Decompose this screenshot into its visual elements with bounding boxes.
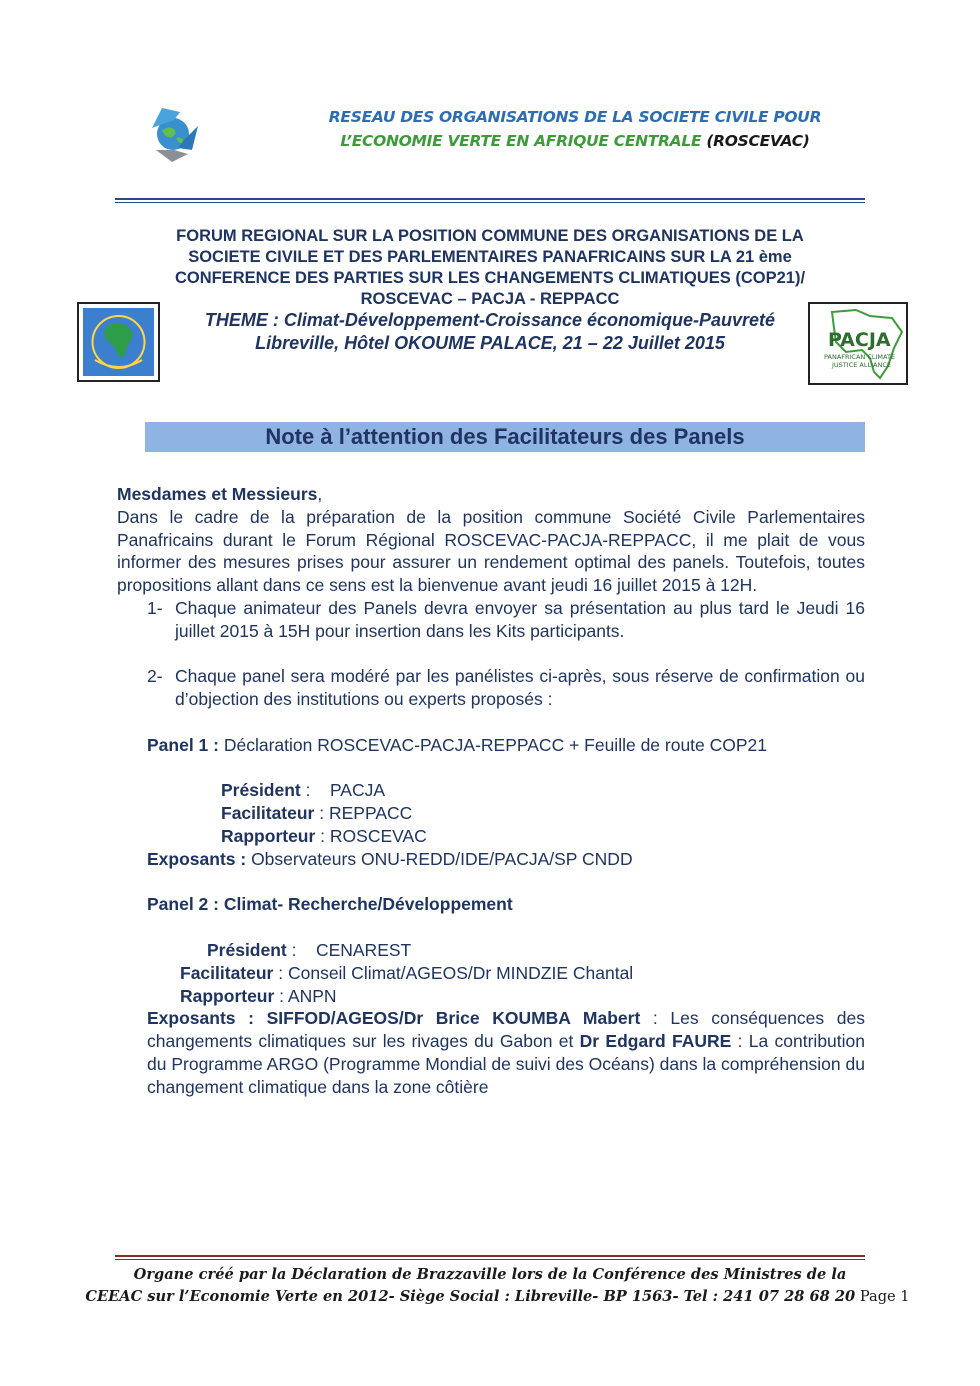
roscevac-logo — [138, 98, 208, 168]
footer-line2 — [80, 1288, 915, 1305]
footer-line1: Organe créé par la Déclaration de Brazzaville lors de la Conférence des Ministres de la — [133, 1266, 847, 1283]
list-number-2: 2- — [147, 666, 163, 687]
forum-title — [110, 226, 870, 310]
org-name-line2-text: L’ECONOMIE VERTE EN AFRIQUE CENTRALE — [340, 132, 707, 150]
panel-2-facilitateur: Facilitateur : Conseil Climat/AGEOS/Dr MINDZIE Chantal — [180, 962, 634, 983]
panel-1-exposants: Exposants : Observateurs ONU-REDD/IDE/PACJA/SP CNDD — [147, 848, 633, 869]
panel-1-facilitateur: Facilitateur : REPPACC — [221, 803, 413, 824]
intro-paragraph: Dans le cadre de la préparation de la position commune Société Civile Parlementaires Panafricains durant le Forum Régional ROSCEVAC-PACJA-REPPACC, il me plait de vous informer des mesures prises pour assurer un rendement optimal des panels. Toutefois, toutes propositions allant dans ce sens est la bienvenue avant jeudi 16 juillet 2015 à 12H. — [117, 506, 865, 596]
panel-1 — [117, 734, 865, 894]
theme-line: THEME : Climat-Développement-Croissance économique-Pauvreté — [204, 310, 776, 330]
footer-line2-text: CEEAC sur l’Economie Verte en 2012- Siège Social : Libreville- BP 1563- Tel : 241 07 28 68 20 — [85, 1288, 856, 1305]
footer-divider — [115, 1255, 865, 1260]
list-item-2 — [117, 665, 865, 711]
panel-1-rapporteur: Rapporteur : ROSCEVAC — [221, 825, 427, 846]
header-divider — [115, 198, 865, 203]
panel-1-label: Panel 1 : — [147, 734, 224, 755]
letter-body — [117, 483, 865, 1099]
forum-title-line2: SOCIETE CIVILE ET DES PARLEMENTAIRES PANAFRICAINS SUR LA 21 ème — [188, 248, 792, 266]
list-text-1: Chaque animateur des Panels devra envoyer sa présentation au plus tard le Jeudi 16 juillet 2015 à 15H pour insertion dans les Kits participants. — [175, 597, 865, 641]
panel-2-rapporteur: Rapporteur : ANPN — [180, 985, 337, 1006]
list-text-2: Chaque panel sera modéré par les panélistes ci-après, sous réserve de confirmation ou d’objection des institutions ou experts proposés : — [175, 666, 865, 710]
org-name-line1: RESEAU DES ORGANISATIONS DE LA SOCIETE CIVILE POUR — [328, 108, 822, 126]
panel-2-exposants: Exposants : SIFFOD/AGEOS/Dr Brice KOUMBA Mabert : Les conséquences des changements climatiques sur les rivages du Gabon et Dr Edgard FAURE : La contribution du Programme ARGO (Programme Mondial de suivi des Océans) dans la compréhension du changement climatique dans la zone côtière — [147, 1008, 865, 1097]
au-parliament-logo — [77, 302, 160, 382]
forum-title-line1: FORUM REGIONAL SUR LA POSITION COMMUNE DES ORGANISATIONS DE LA — [176, 227, 804, 245]
panel-2 — [117, 893, 865, 1098]
list-item-1 — [117, 597, 865, 643]
panel-2-heading: Panel 2 : Climat- Recherche/Développement — [147, 894, 513, 915]
salutation-text: Mesdames et Messieurs — [117, 484, 318, 504]
note-banner: Note à l’attention des Facilitateurs des Panels — [145, 422, 865, 452]
pacja-logo — [808, 302, 908, 385]
pacja-logo-text: PACJA — [828, 329, 891, 351]
panel-1-president: Président : PACJA — [221, 780, 386, 801]
panel-2-president: Président : CENAREST — [207, 939, 412, 960]
page-number: Page 1 — [855, 1288, 910, 1305]
salutation-comma: , — [317, 484, 323, 504]
org-acronym: (ROSCEVAC) — [706, 132, 810, 150]
panel-1-heading — [147, 734, 865, 757]
list-number-1: 1- — [147, 597, 163, 618]
forum-title-line4: ROSCEVAC – PACJA - REPPACC — [360, 290, 620, 308]
forum-theme — [150, 309, 830, 355]
venue-line: Libreville, Hôtel OKOUME PALACE, 21 – 22 Juillet 2015 — [255, 333, 725, 353]
forum-title-line3: CONFERENCE DES PARTIES SUR LES CHANGEMENTS CLIMATIQUES (COP21)/ — [174, 269, 806, 287]
panel-1-title: Déclaration ROSCEVAC-PACJA-REPPACC + Feuille de route COP21 — [223, 734, 768, 755]
pacja-logo-sub1: PANAFRICAN CLIMATE — [824, 353, 896, 361]
salutation — [117, 483, 865, 506]
org-name-line2 — [250, 132, 900, 150]
pacja-logo-sub2: JUSTICE ALLIANCE — [832, 361, 891, 369]
